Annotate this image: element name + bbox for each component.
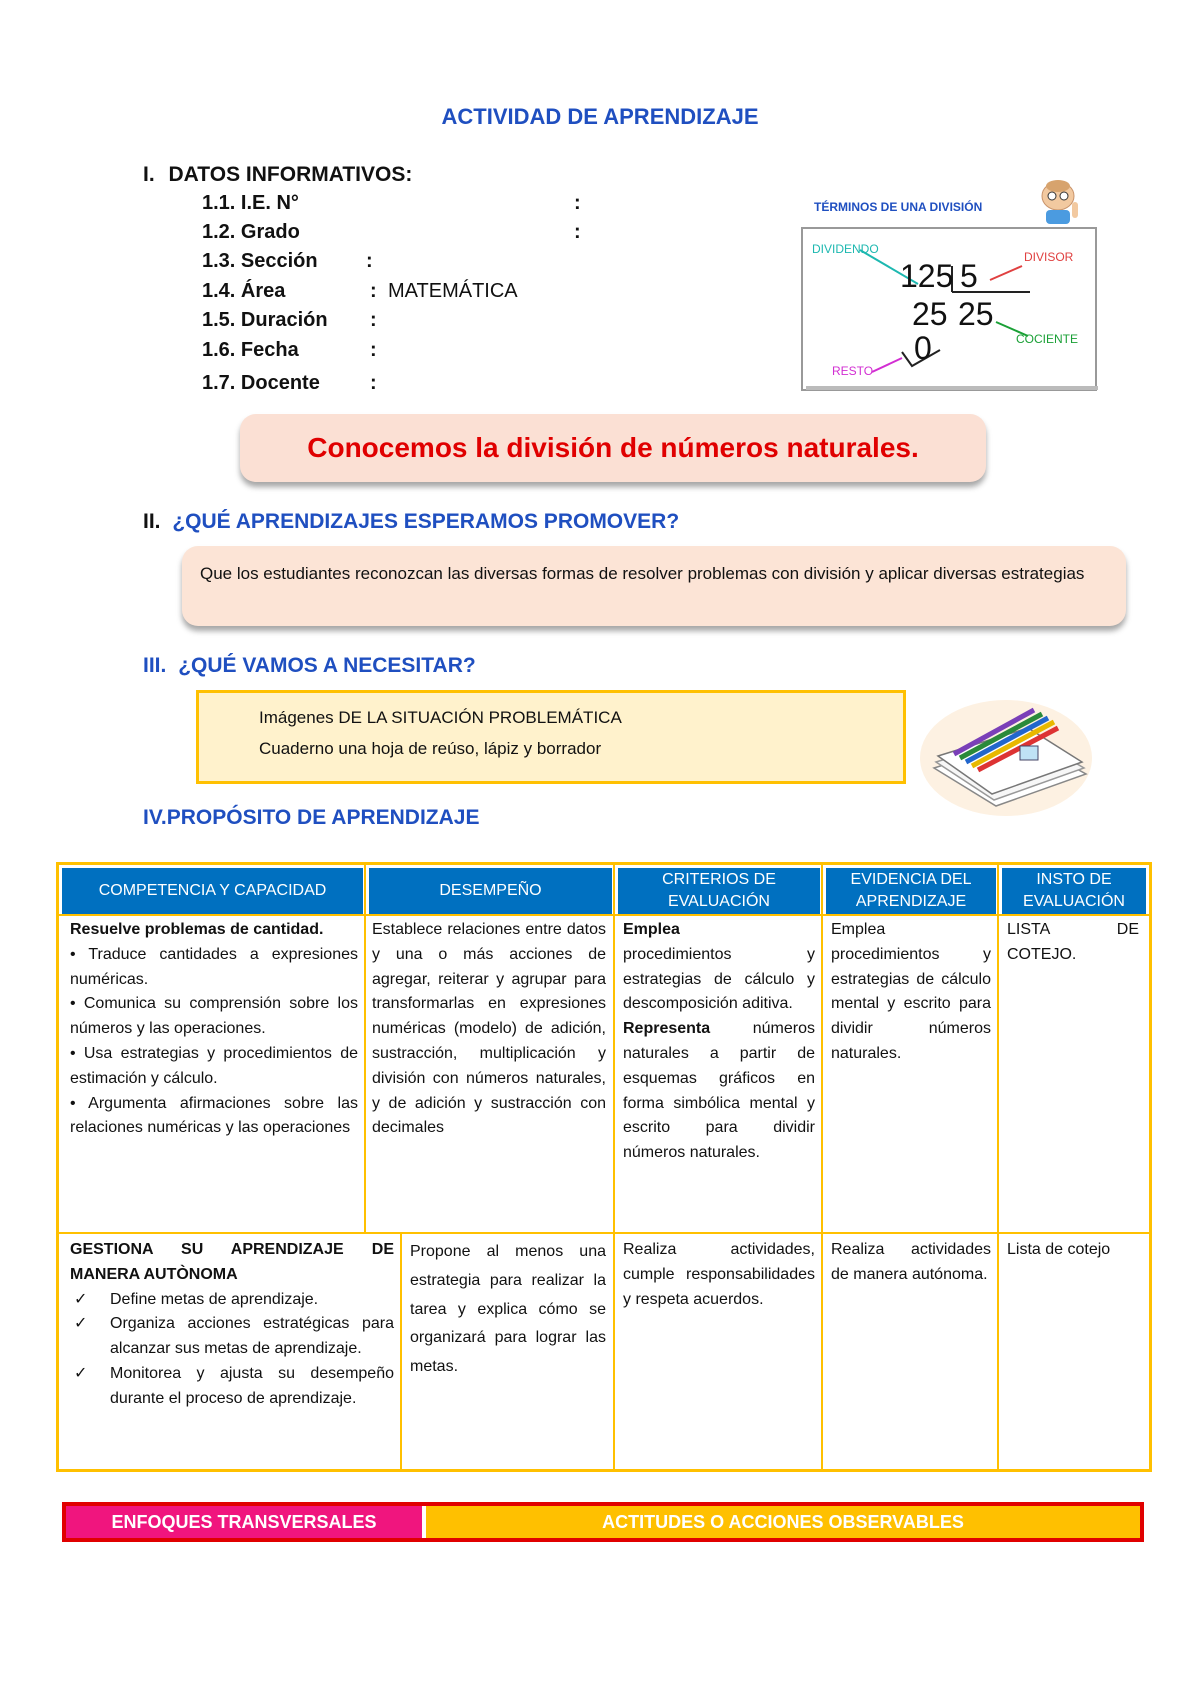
activity-title: Conocemos la división de números naturales. xyxy=(307,432,919,463)
material-item: Imágenes DE LA SITUACIÓN PROBLEMÁTICA xyxy=(259,708,622,727)
info-label: 1.3. Sección xyxy=(202,250,318,272)
competencia-title: Resuelve problemas de cantidad. xyxy=(70,921,324,938)
info-fecha xyxy=(202,339,602,365)
header-evidencia-label: EVIDENCIA DEL APRENDIZAJE xyxy=(850,871,972,910)
info-label: 1.7. Docente xyxy=(202,372,320,394)
section-1-title: DATOS INFORMATIVOS: xyxy=(168,163,413,186)
capacidad-item: • Comunica su comprensión sobre los números y las operaciones. xyxy=(70,995,358,1038)
check-icon: ✓ xyxy=(74,1290,88,1308)
info-seccion xyxy=(202,250,602,276)
header-instrumento-label: INSTO DE EVALUACIÓN xyxy=(1023,871,1125,910)
criterio-text: números naturales a partir de esquemas gráficos en forma simbólica mental y escrito para dividir números naturales. xyxy=(623,1020,815,1162)
info-colon: : xyxy=(370,372,377,394)
row1-instrumento xyxy=(1001,916,1145,970)
division-terms-figure xyxy=(800,172,1100,392)
row2-criterios: Realiza actividades, cumple responsabilidades y respeta acuerdos. xyxy=(623,1241,815,1308)
section-3-number: III. xyxy=(143,654,167,677)
header-instrumento xyxy=(1002,868,1146,914)
section-3-title: ¿QUÉ VAMOS A NECESITAR? xyxy=(178,654,476,677)
info-label: 1.1. I.E. N° xyxy=(202,192,299,214)
info-colon: : xyxy=(370,339,377,361)
row2-instrumento: Lista de cotejo xyxy=(1007,1241,1111,1258)
enfoques-label: ENFOQUES TRANSVERSALES xyxy=(66,1506,422,1538)
info-ie xyxy=(202,192,602,218)
capacidad-item: Monitorea y ajusta su desempeño durante el proceso de aprendizaje. xyxy=(110,1364,394,1407)
section-3-heading xyxy=(143,654,476,678)
section-2-title: ¿QUÉ APRENDIZAJES ESPERAMOS PROMOVER? xyxy=(172,510,680,533)
actitudes-label: ACTITUDES O ACCIONES OBSERVABLES xyxy=(426,1506,1140,1538)
criterio-keyword: Representa xyxy=(623,1020,711,1038)
capacidad-item: • Usa estrategias y procedimientos de estimación y cálculo. xyxy=(70,1044,358,1087)
partial-number: 25 xyxy=(912,296,948,332)
info-docente xyxy=(202,372,602,398)
quotient-number: 25 xyxy=(958,296,994,332)
capacidad-item: Organiza acciones estratégicas para alcanzar sus metas de aprendizaje. xyxy=(110,1315,394,1358)
info-value: MATEMÁTICA xyxy=(388,280,518,302)
header-competencia: COMPETENCIA Y CAPACIDAD xyxy=(62,868,363,914)
section-2-number: II. xyxy=(143,510,161,533)
learning-goal-box xyxy=(182,546,1126,626)
material-item: Cuaderno una hoja de reúso, lápiz y borrador xyxy=(259,738,602,758)
section-4-heading: IV.PROPÓSITO DE APRENDIZAJE xyxy=(143,806,480,829)
mascot-icon xyxy=(1042,180,1078,224)
label-dividendo: DIVIDENDO xyxy=(812,242,879,256)
divisor-number: 5 xyxy=(960,258,978,294)
competencia-title: GESTIONA SU APRENDIZAJE DE MANERA AUTÒNOMA xyxy=(70,1241,394,1283)
row1-competencia xyxy=(64,916,364,1143)
label-cociente: COCIENTE xyxy=(1016,332,1079,346)
activity-title-box xyxy=(240,414,986,482)
header-criterios xyxy=(618,868,820,914)
dividend-number: 125 xyxy=(900,258,954,294)
section-1-number: I. xyxy=(143,163,155,186)
header-criterios-label: CRITERIOS DE EVALUACIÓN xyxy=(662,871,776,910)
section-2-heading xyxy=(143,510,679,534)
info-colon: : xyxy=(574,192,581,214)
header-evidencia xyxy=(826,868,996,914)
figure-title: TÉRMINOS DE UNA DIVISIÓN xyxy=(814,200,983,214)
grid-line xyxy=(997,862,999,1472)
grid-line xyxy=(821,862,823,1472)
check-icon: ✓ xyxy=(74,1315,88,1333)
grid-line xyxy=(400,1232,402,1472)
capacidad-item: Define metas de aprendizaje. xyxy=(110,1290,319,1308)
row2-evidencia: Realiza actividades de manera autónoma. xyxy=(831,1241,991,1283)
instrumento-text: LISTA DE COTEJO. xyxy=(1007,921,1139,963)
header-desempeno: DESEMPEÑO xyxy=(369,868,612,914)
info-grado xyxy=(202,221,602,247)
check-icon: ✓ xyxy=(74,1364,88,1382)
info-label: 1.4. Área xyxy=(202,280,286,302)
label-resto: RESTO xyxy=(832,364,874,378)
grid-line xyxy=(613,862,615,1472)
criterio-text: procedimientos y estrategias de cálculo y descomposición aditiva. xyxy=(623,945,815,1013)
capacidad-item: • Traduce cantidades a expresiones numéricas. xyxy=(70,945,358,988)
section-1-heading xyxy=(143,163,412,187)
info-area xyxy=(202,280,602,306)
info-colon: : xyxy=(366,250,373,272)
row1-evidencia: Emplea procedimientos y estrategias de cálculo mental y escrito para dividir números naturales. xyxy=(831,921,991,1062)
info-duracion xyxy=(202,309,602,335)
info-label: 1.2. Grado xyxy=(202,221,300,243)
grid-line xyxy=(56,1232,1152,1234)
label-divisor: DIVISOR xyxy=(1024,250,1074,264)
row1-criterios xyxy=(617,916,821,1168)
learning-goal-text: Que los estudiantes reconozcan las diversas formas de resolver problemas con división y aplicar diversas estrategias xyxy=(200,564,1085,583)
document-title: ACTIVIDAD DE APRENDIZAJE xyxy=(441,104,759,129)
info-label: 1.6. Fecha xyxy=(202,339,299,361)
info-colon: : xyxy=(370,309,377,331)
capacidad-item: • Argumenta afirmaciones sobre las relaciones numéricas y las operaciones xyxy=(70,1094,358,1137)
info-colon: : xyxy=(574,221,581,243)
info-colon: : xyxy=(370,280,377,302)
info-label: 1.5. Duración xyxy=(202,309,328,331)
notebook-pencils-icon xyxy=(914,682,1094,822)
criterio-keyword: Emplea xyxy=(623,921,680,938)
row2-desempeno: Propone al menos una estrategia para realizar la tarea y explica cómo se organizará para lograr las metas. xyxy=(410,1243,606,1376)
materials-box xyxy=(196,690,906,784)
rest-number: 0 xyxy=(914,330,932,366)
row2-competencia xyxy=(64,1236,400,1414)
row1-desempeno: Establece relaciones entre datos y una o más acciones de agregar, reiterar y agrupar para transformarlas en expresiones numéricas (modelo) de adición, sustracción, multiplicación y división con números naturales, y de adición y sustracción con decimales xyxy=(372,921,606,1137)
